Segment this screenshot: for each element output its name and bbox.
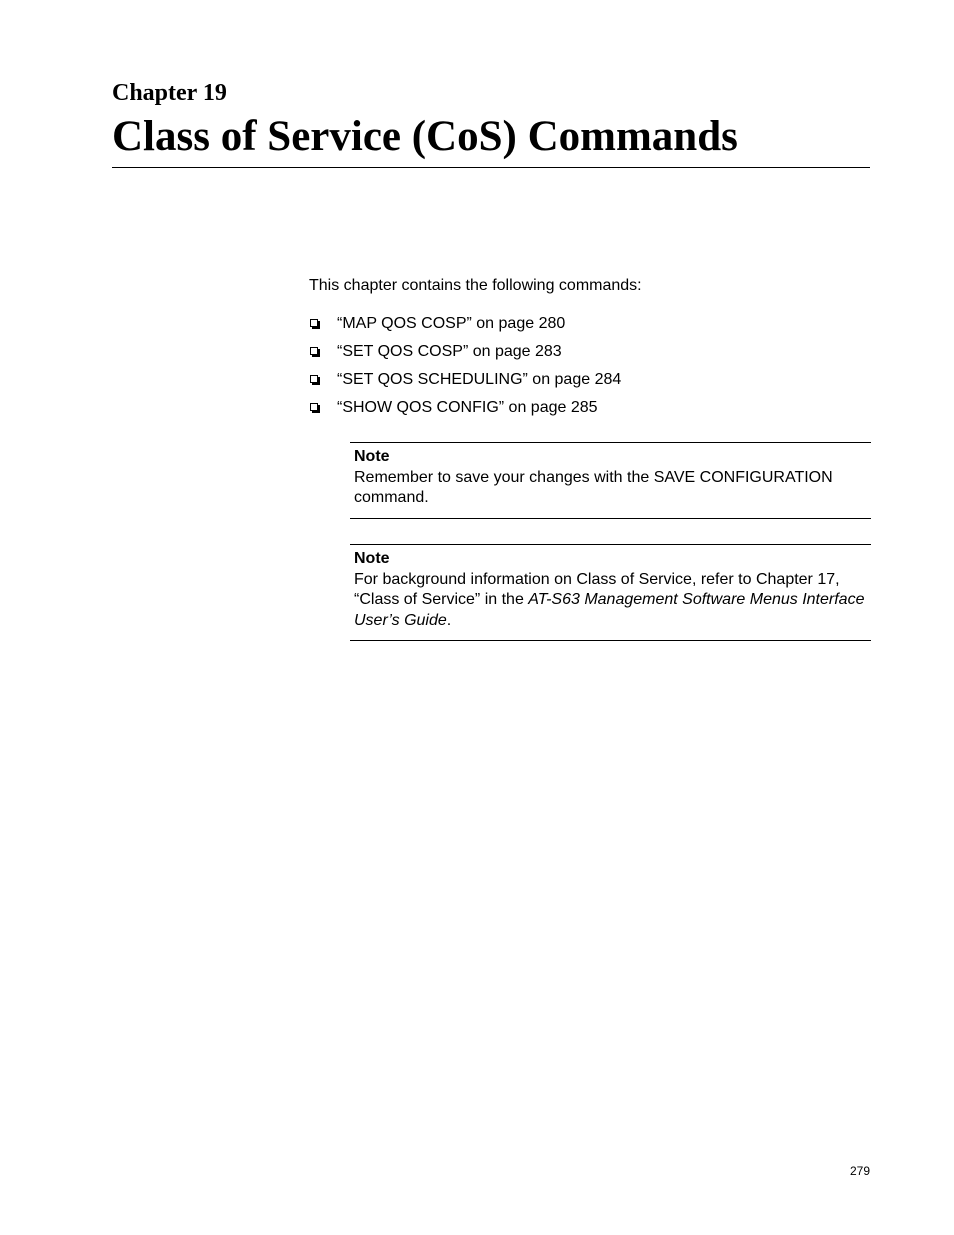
command-link[interactable]: “MAP QOS COSP” on page 280: [337, 315, 566, 332]
command-link[interactable]: “SET QOS SCHEDULING” on page 284: [337, 371, 622, 388]
note-body: [354, 570, 871, 632]
save-config-note: [350, 442, 871, 519]
command-link[interactable]: “SET QOS COSP” on page 283: [337, 343, 562, 360]
intro-text: This chapter contains the following commands:: [309, 277, 642, 294]
page-number: 279: [849, 1164, 870, 1178]
command-list-item[interactable]: [309, 342, 621, 370]
command-list: [309, 314, 621, 426]
note-heading: Note: [354, 550, 390, 567]
chapter-label: Chapter 19: [112, 80, 227, 106]
checkbox-bullet-icon: [310, 319, 318, 327]
note-body-end: .: [446, 611, 452, 629]
command-list-item[interactable]: [309, 398, 621, 426]
note-body-text: For background information on Class of Service, refer to Chapter 17, “Class of Service” in the: [354, 570, 840, 608]
note-body: Remember to save your changes with the SAVE CONFIGURATION command.: [354, 468, 833, 506]
command-link[interactable]: “SHOW QOS CONFIG” on page 285: [337, 399, 598, 416]
background-info-note: [350, 544, 871, 641]
title-divider: [112, 167, 870, 168]
checkbox-bullet-icon: [310, 375, 318, 383]
checkbox-bullet-icon: [310, 403, 318, 411]
guide-title: AT-S63 Management Software Menus Interface User’s Guide: [354, 591, 865, 629]
chapter-title: Class of Service (CoS) Commands: [112, 113, 738, 160]
command-list-item[interactable]: [309, 370, 621, 398]
checkbox-bullet-icon: [310, 347, 318, 355]
command-list-item[interactable]: [309, 314, 621, 342]
note-heading: Note: [354, 448, 390, 465]
